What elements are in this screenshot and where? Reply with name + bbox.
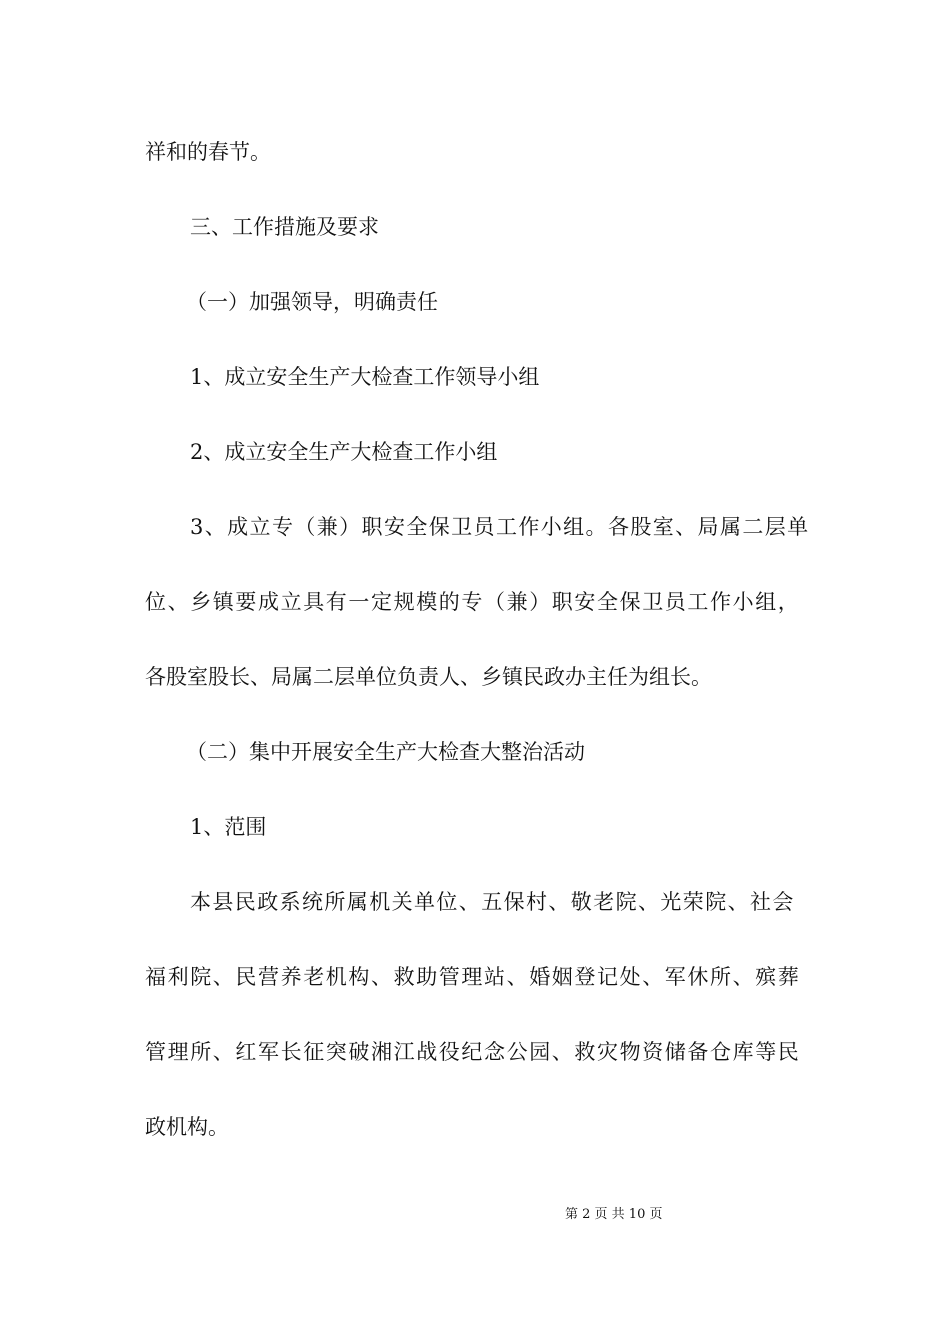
subsection-heading: （二）集中开展安全生产大检查大整治活动 [186, 740, 585, 764]
list-item: 2、成立安全生产大检查工作小组 [190, 440, 498, 464]
list-item: 1、成立安全生产大检查工作领导小组 [190, 365, 540, 389]
paragraph-line: 管理所、红军长征突破湘江战役纪念公园、救灾物资储备仓库等民 [145, 1040, 801, 1064]
paragraph-line: 位、乡镇要成立具有一定规模的专（兼）职安全保卫员工作小组， [145, 590, 801, 614]
subsection-heading: （一）加强领导，明确责任 [186, 290, 438, 314]
paragraph-line: 3、成立专（兼）职安全保卫员工作小组。各股室、局属二层单 [190, 515, 810, 539]
paragraph-line: 福利院、民营养老机构、救助管理站、婚姻登记处、军休所、殡葬 [145, 965, 801, 989]
paragraph-line: 本县民政系统所属机关单位、五保村、敬老院、光荣院、社会 [190, 890, 795, 914]
paragraph-line: 祥和的春节。 [145, 140, 271, 164]
list-item: 1、范围 [190, 815, 267, 839]
page-number-footer: 第 2 页 共 10 页 [565, 1207, 663, 1222]
paragraph-line: 政机构。 [145, 1115, 229, 1139]
paragraph-line: 各股室股长、局属二层单位负责人、乡镇民政办主任为组长。 [145, 665, 712, 689]
section-heading: 三、工作措施及要求 [190, 215, 379, 239]
